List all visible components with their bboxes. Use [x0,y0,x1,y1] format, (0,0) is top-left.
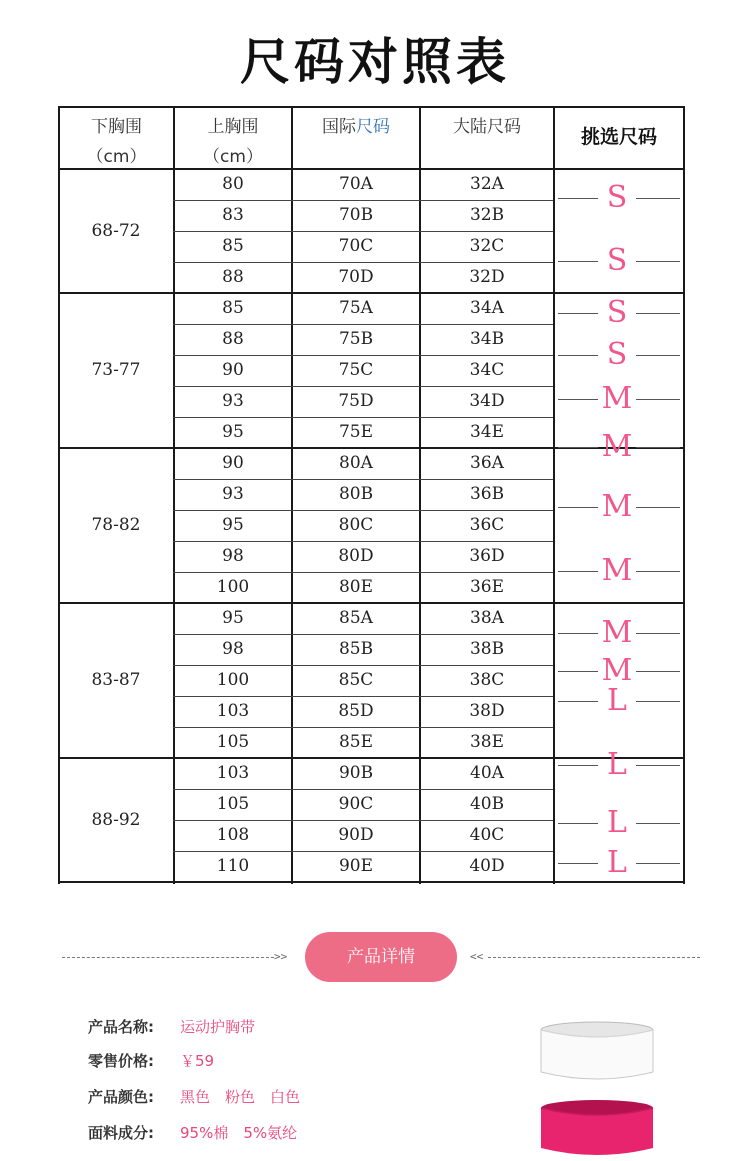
pink-band-image [534,1098,660,1161]
size-mark-connector [636,701,680,702]
upper-bust-cell: 95 [222,422,244,442]
intl-size-cell: 85A [339,608,373,628]
mainland-size-cell: 34C [469,360,505,380]
info-key: 产品名称: [88,1018,154,1036]
info-value: 黑色 粉色 白色 [180,1088,301,1106]
header-under-bust [60,112,173,172]
mainland-size-cell: 40A [470,763,504,783]
info-key: 零售价格: [88,1052,154,1070]
intl-size-cell: 70C [338,236,374,256]
upper-bust-cell: 80 [222,174,244,194]
mainland-size-cell: 34D [469,391,505,411]
size-mark-connector [558,313,598,314]
size-mark-connector [558,863,598,864]
page-title: 尺码对照表 [240,33,510,91]
size-mark-connector [636,571,680,572]
upper-bust-cell: 105 [216,732,250,752]
mainland-size-cell: 32B [469,205,505,225]
upper-bust-cell: 85 [222,298,244,318]
mainland-size-cell: 40B [469,794,505,814]
mainland-size-cell: 36B [469,484,505,504]
header-under-bust-label: 下胸围 [91,117,142,137]
mainland-size-cell: 38A [470,608,504,628]
upper-bust-cell: 98 [222,639,244,659]
size-mark-connector [558,765,598,766]
size-mark: M [601,381,633,416]
size-mark: S [606,337,628,372]
intl-size-cell: 70A [339,174,373,194]
size-mark: S [606,295,628,330]
size-mark-connector [558,633,598,634]
size-mark: M [601,429,633,464]
size-mark: L [607,845,627,880]
size-mark-connector [636,313,680,314]
intl-size-cell: 80D [338,546,374,566]
size-mark-connector [558,198,598,199]
size-mark-connector [558,355,598,356]
upper-bust-cell: 103 [216,701,250,721]
upper-bust-cell: 100 [216,670,250,690]
intl-size-cell: 75E [338,422,374,442]
intl-size-cell: 80E [338,577,374,597]
intl-size-cell: 90B [338,763,374,783]
upper-bust-cell: 108 [216,825,250,845]
size-mark-connector [558,399,598,400]
size-mark-connector [636,765,680,766]
intl-size-cell: 70D [338,267,374,287]
white-band-image [534,1020,660,1084]
arrow-left-icon: << [470,950,484,963]
under-bust-range: 78-82 [91,515,141,535]
header-under-bust-unit: （cm） [86,147,147,167]
header-upper-bust-label: 上胸围 [207,117,259,137]
upper-bust-cell: 98 [222,546,244,566]
mainland-size-cell: 36D [469,546,505,566]
intl-size-cell: 75C [338,360,374,380]
intl-size-cell: 90C [338,794,374,814]
size-mark: S [606,243,628,278]
size-mark-connector [636,399,680,400]
arrow-right-icon: >> [274,950,288,963]
size-mark: M [601,615,633,650]
mainland-size-cell: 40C [469,825,505,845]
intl-size-cell: 90E [338,856,374,876]
mainland-size-cell: 34E [469,422,505,442]
intl-size-cell: 80B [338,484,374,504]
upper-bust-cell: 95 [222,515,244,535]
mainland-size-cell: 38B [469,639,505,659]
size-mark-connector [636,823,680,824]
header-mainland-size: 大陆尺码 [453,117,521,137]
header-intl-size [293,112,419,142]
upper-bust-cell: 90 [222,360,244,380]
size-mark-connector [558,571,598,572]
intl-size-cell: 85B [338,639,374,659]
upper-bust-cell: 85 [222,236,244,256]
mainland-size-cell: 40D [469,856,505,876]
intl-size-cell: 90D [338,825,374,845]
mainland-size-cell: 36C [469,515,505,535]
intl-size-cell: 75B [338,329,374,349]
intl-size-cell: 70B [338,205,374,225]
intl-size-cell: 75A [339,298,373,318]
upper-bust-cell: 90 [222,453,244,473]
upper-bust-cell: 95 [222,608,244,628]
info-row-name [88,1016,255,1037]
mainland-size-cell: 32A [470,174,504,194]
header-intl-size-word: 尺码 [356,117,390,137]
upper-bust-cell: 103 [216,763,250,783]
info-row-price [88,1050,214,1071]
header-pick-size: 挑选尺码 [580,126,657,148]
size-mark-connector [636,633,680,634]
under-bust-range: 88-92 [91,810,141,830]
size-mark: M [601,653,633,688]
under-bust-range: 83-87 [91,670,141,690]
upper-bust-cell: 110 [216,856,250,876]
intl-size-cell: 85C [338,670,374,690]
intl-size-cell: 85D [338,701,374,721]
upper-bust-cell: 88 [222,329,244,349]
upper-bust-cell: 93 [222,391,244,411]
upper-bust-cell: 93 [222,484,244,504]
mainland-size-cell: 34A [470,298,504,318]
divider-left [62,957,274,958]
mainland-size-cell: 36E [469,577,505,597]
size-mark-connector [558,671,598,672]
intl-size-cell: 80C [338,515,374,535]
size-chart-table [58,106,685,884]
info-value: ￥59 [180,1052,215,1070]
size-mark: M [601,489,633,524]
header-intl-label: 国际 [322,117,356,137]
upper-bust-cell: 105 [216,794,250,814]
under-bust-range: 68-72 [91,221,141,241]
info-value: 95%棉 5%氨纶 [180,1124,298,1142]
info-key: 产品颜色: [88,1088,154,1106]
upper-bust-cell: 88 [222,267,244,287]
product-details-badge: 产品详情 [305,932,457,982]
size-mark: M [601,553,633,588]
header-upper-bust-unit: （cm） [203,147,263,167]
mainland-size-cell: 32D [469,267,505,287]
info-value: 运动护胸带 [180,1018,256,1036]
intl-size-cell: 80A [339,453,373,473]
size-mark-connector [558,701,598,702]
upper-bust-cell: 100 [216,577,250,597]
mainland-size-cell: 32C [469,236,505,256]
under-bust-range: 73-77 [91,360,141,380]
info-row-colors [88,1086,300,1107]
size-mark-connector [636,863,680,864]
divider-right [488,957,700,958]
header-upper-bust [175,112,291,172]
mainland-size-cell: 38E [469,732,505,752]
size-mark-connector [636,261,680,262]
mainland-size-cell: 38D [469,701,505,721]
size-mark: L [607,805,627,840]
mainland-size-cell: 38C [469,670,505,690]
intl-size-cell: 75D [338,391,374,411]
mainland-size-cell: 36A [470,453,504,473]
size-mark-connector [558,823,598,824]
info-row-material [88,1122,297,1143]
info-key: 面料成分: [88,1124,154,1142]
size-mark-connector [636,355,680,356]
size-mark: L [607,747,627,782]
size-mark-connector [636,671,680,672]
intl-size-cell: 85E [338,732,374,752]
size-mark-connector [636,447,680,448]
size-mark-connector [636,507,680,508]
size-mark: S [606,180,628,215]
size-mark-connector [558,507,598,508]
mainland-size-cell: 34B [469,329,505,349]
size-mark-connector [558,447,598,448]
size-mark: L [607,683,627,718]
upper-bust-cell: 83 [222,205,244,225]
size-mark-connector [636,198,680,199]
size-mark-connector [558,261,598,262]
